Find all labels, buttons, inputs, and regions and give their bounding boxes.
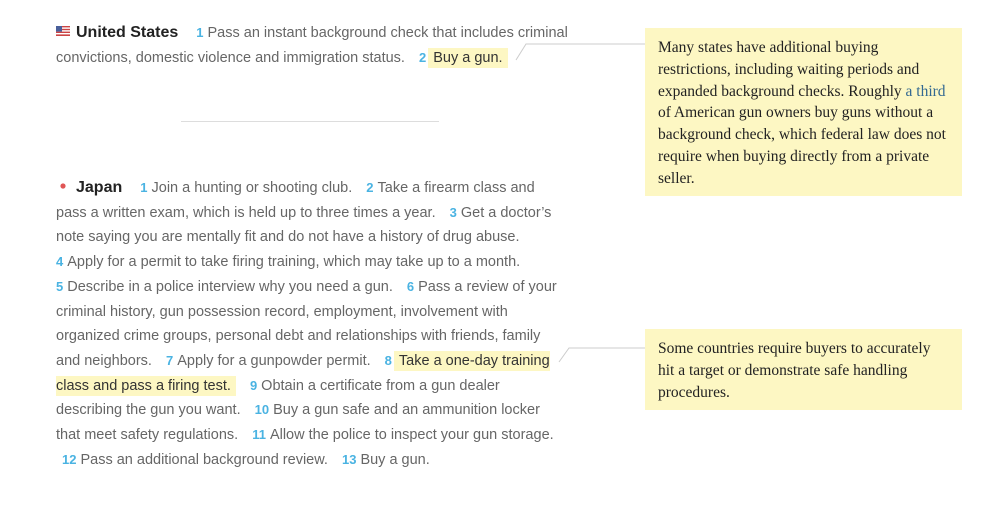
note-text: Some countries require buyers to accurately hit a target or demonstrate safe handling procedures. [658, 340, 931, 401]
connector-line-japan [559, 348, 645, 362]
step-number: 12 [62, 451, 77, 467]
step-text-highlighted: Take a one-day training class and pass a firing test. [56, 352, 550, 394]
step-text: Pass an instant background check that includes criminal convictions, domestic violence and immigration status. [56, 25, 568, 66]
step-number: 1 [140, 180, 148, 195]
step-text: Buy a gun safe and an ammunition locker that meet safety regulations. [56, 402, 540, 444]
country-name-us: United States [76, 24, 179, 41]
step-text: Get a doctor’s note saying you are mentally fit and do not have a history of drug abuse. [56, 204, 552, 246]
step-text-highlighted: Buy a gun. [428, 48, 507, 68]
step-text: Describe in a police interview why you need a gun. [67, 278, 393, 295]
step-text: Pass an additional background review. [80, 451, 328, 468]
step-text: Apply for a permit to take firing training, which may take up to a month. [67, 254, 521, 271]
step-number: 2 [366, 180, 374, 195]
step-text: Join a hunting or shooting club. [151, 180, 353, 196]
step-text: Allow the police to inspect your gun storage. [269, 427, 554, 444]
japan-requirements [56, 176, 568, 472]
us-requirements [56, 21, 568, 70]
us-flag-icon [56, 26, 70, 36]
step-text: Take a firearm class and pass a written exam, which is held up to three times a year. [56, 180, 535, 221]
step-number: 8 [384, 352, 392, 368]
japan-flag-icon [56, 181, 70, 191]
section-divider [181, 121, 439, 122]
step-number: 10 [254, 402, 270, 418]
note-text: Many states have additional buying restrictions, including waiting periods and expanded background checks. Roughly [658, 39, 920, 100]
step-number: 13 [341, 451, 357, 467]
step-text: Apply for a gunpowder permit. [177, 352, 371, 369]
country-name-japan: Japan [76, 179, 123, 196]
step-number: 1 [196, 25, 204, 40]
step-text: Pass a review of your criminal history, gun possession record, employment, involvement with organized crime groups, personal debt and relationships with friends, family and neighbors. [56, 278, 557, 369]
step-number: 11 [252, 427, 266, 443]
step-number: 6 [406, 278, 415, 294]
step-text: Buy a gun. [360, 451, 430, 468]
step-number: 4 [56, 254, 64, 270]
step-text: Obtain a certificate from a gun dealer describing the gun you want. [56, 377, 500, 419]
step-number: 7 [165, 352, 174, 368]
note-text: of American gun owners buy guns without a background check, which federal law does not require when buying directly from a private seller. [658, 104, 946, 187]
step-number: 5 [56, 278, 64, 294]
step-number: 2 [419, 49, 427, 65]
note-link-a-third[interactable]: a third [905, 82, 946, 100]
step-number: 3 [449, 204, 457, 220]
annotation-note-us [645, 28, 962, 196]
step-number: 9 [249, 377, 258, 393]
annotation-note-japan [645, 329, 962, 410]
